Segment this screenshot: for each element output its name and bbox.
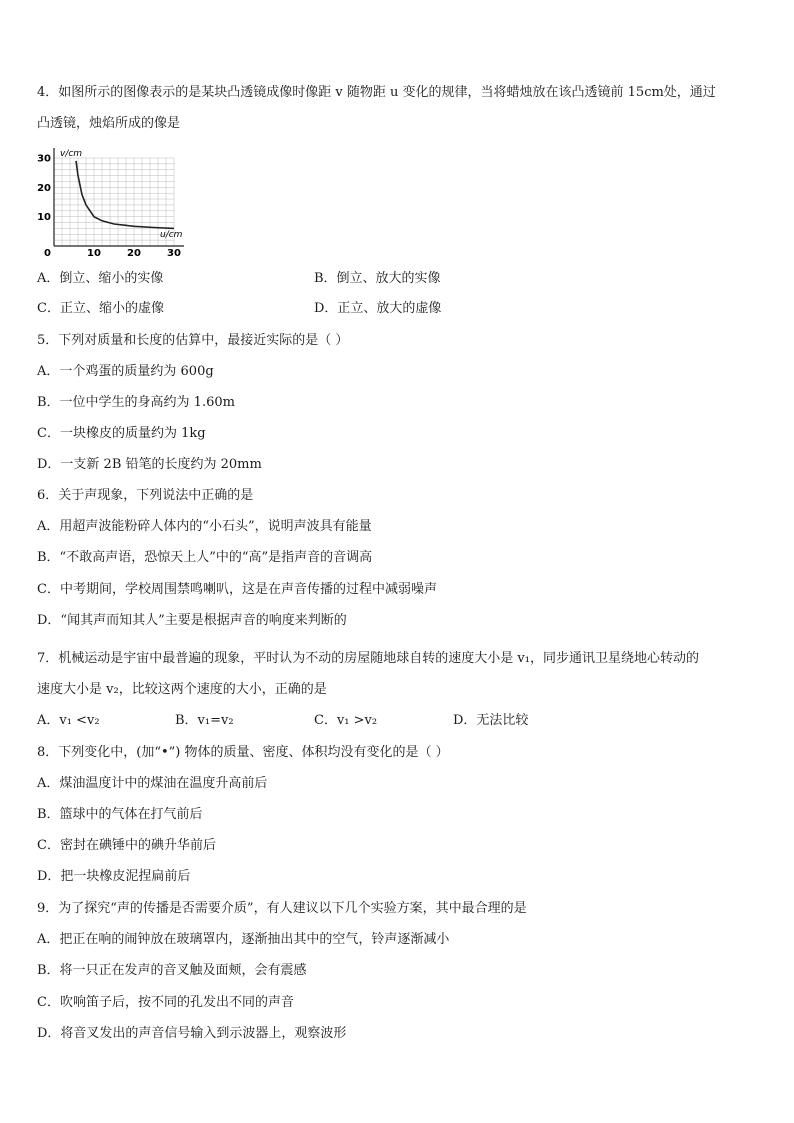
q6-option-a[interactable]: A．用超声波能粉碎人体内的“小石头”，说明声波具有能量: [37, 519, 372, 534]
q7-stem-line2: 速度大小是 v₂，比较这两个速度的大小，正确的是: [37, 682, 327, 697]
q4-option-d[interactable]: D．正立、放大的虚像: [314, 301, 442, 316]
q5-option-c[interactable]: C．一块橡皮的质量约为 1kg: [37, 426, 206, 441]
x-tick-label: 30: [167, 248, 181, 259]
q6-option-b[interactable]: B．“不敢高声语，恐惊天上人”中的“高”是指声音的音调高: [37, 550, 373, 565]
q7-stem-line1: 7．机械运动是宇宙中最普遍的现象，平时认为不动的房屋随地球自转的速度大小是 v₁，同步通讯卫星绕地心转动的: [37, 651, 699, 666]
q8-option-d[interactable]: D．把一块橡皮泥捏扁前后: [37, 869, 191, 884]
q8-stem: 8．下列变化中，(加“•”) 物体的质量、密度、体积均没有变化的是（ ）: [37, 745, 449, 760]
q6-stem: 6．关于声现象，下列说法中正确的是: [37, 488, 254, 503]
q5-option-b[interactable]: B．一位中学生的身高约为 1.60m: [37, 395, 235, 410]
q4-option-c[interactable]: C．正立、缩小的虚像: [37, 301, 164, 316]
graph-grid: [54, 158, 174, 246]
x-tick-label: 20: [127, 248, 141, 259]
x-tick-label: 10: [87, 248, 101, 259]
q9-option-d[interactable]: D．将音叉发出的声音信号输入到示波器上，观察波形: [37, 1026, 347, 1041]
graph-x-label: u/cm: [160, 230, 183, 240]
q5-option-d[interactable]: D．一支新 2B 铅笔的长度约为 20mm: [37, 457, 262, 472]
x-tick-label: 0: [44, 248, 51, 259]
q4-option-a[interactable]: A．倒立、缩小的实像: [37, 271, 164, 286]
q7-option-c[interactable]: C．v₁ >v₂: [314, 713, 378, 728]
q9-option-b[interactable]: B．将一只正在发声的音叉触及面颊，会有震感: [37, 963, 307, 978]
q8-option-b[interactable]: B．篮球中的气体在打气前后: [37, 807, 203, 822]
image-distance-graph: [37, 146, 190, 259]
q8-option-c[interactable]: C．密封在碘锤中的碘升华前后: [37, 838, 216, 853]
q4-stem-line2: 凸透镜，烛焰所成的像是: [37, 116, 181, 131]
q7-option-a[interactable]: A．v₁ <v₂: [37, 713, 100, 728]
q9-option-c[interactable]: C．吹响笛子后，按不同的孔发出不同的声音: [37, 995, 294, 1010]
q6-option-c[interactable]: C．中考期间，学校周围禁鸣喇叭，这是在声音传播的过程中减弱噪声: [37, 582, 437, 597]
q5-option-a[interactable]: A．一个鸡蛋的质量约为 600g: [37, 364, 214, 379]
q9-stem: 9．为了探究“声的传播是否需要介质”，有人建议以下几个实验方案，其中最合理的是: [37, 901, 527, 916]
y-tick-label: 30: [37, 153, 51, 165]
q9-option-a[interactable]: A．把正在响的闹钟放在玻璃罩内，逐渐抽出其中的空气，铃声逐渐减小: [37, 932, 450, 947]
q8-option-a[interactable]: A．煤油温度计中的煤油在温度升高前后: [37, 776, 268, 791]
q5-stem: 5．下列对质量和长度的估算中，最接近实际的是（ ）: [37, 333, 349, 348]
y-tick-label: 10: [37, 212, 51, 224]
q4-option-b[interactable]: B．倒立、放大的实像: [314, 271, 441, 286]
q7-option-d[interactable]: D．无法比较: [453, 713, 529, 728]
graph-curve: [76, 161, 174, 229]
q7-option-b[interactable]: B．v₁=v₂: [175, 713, 234, 728]
q4-stem-line1: 4．如图所示的图像表示的是某块凸透镜成像时像距 v 随物距 u 变化的规律，当将蜡烛放在该凸透镜前 15cm处，通过: [37, 85, 716, 100]
y-tick-label: 20: [37, 182, 51, 194]
q6-option-d[interactable]: D．“闻其声而知其人”主要是根据声音的响度来判断的: [37, 613, 347, 628]
graph-y-label: v/cm: [60, 149, 83, 159]
